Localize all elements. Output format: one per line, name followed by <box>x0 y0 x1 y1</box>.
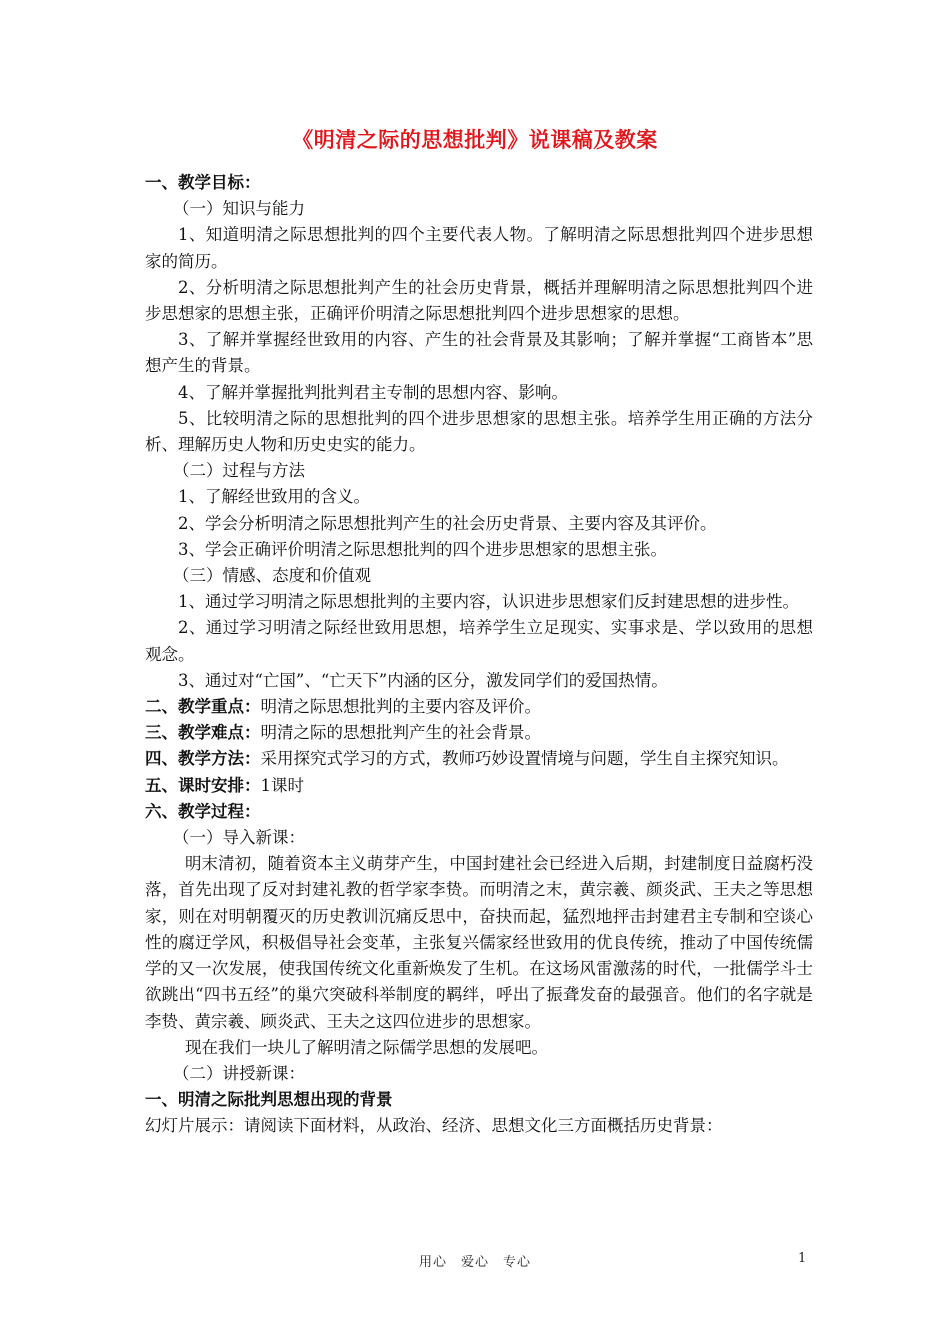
list-item: 3、了解并掌握经世致用的内容、产生的社会背景及其影响；了解并掌握“工商皆本”思想产生的背景。 <box>145 330 813 376</box>
list-item: 1、了解经世致用的含义。 <box>178 487 370 507</box>
section-text: 采用探究式学习的方式，教师巧妙设置情境与问题，学生自主探究知识。 <box>260 749 789 769</box>
subsection-heading-process: （二）过程与方法 <box>173 461 305 481</box>
section-text: 明清之际思想批判的主要内容及评价。 <box>260 697 541 717</box>
page-number: 1 <box>798 1251 807 1266</box>
section-label: 四、教学方法： <box>145 749 261 769</box>
section-heading-objectives: 一、教学目标： <box>145 173 261 192</box>
section-schedule <box>145 773 813 799</box>
subsection-heading-new-lesson: （二）讲授新课： <box>173 1063 305 1083</box>
list-item: 3、通过对“亡国”、“亡天下”内涵的区分，激发同学们的爱国热情。 <box>178 670 668 690</box>
subsection-heading-values: （三）情感、态度和价值观 <box>173 566 371 586</box>
section-difficulties <box>145 720 813 746</box>
part-heading-background: 一、明清之际批判思想出现的背景 <box>145 1090 393 1110</box>
list-item: 2、分析明清之际思想批判产生的社会历史背景，概括并理解明清之际思想批判四个进步思想家的思想主张，正确评价明清之际思想批判四个进步思想家的思想。 <box>145 277 813 324</box>
list-item: 2、学会分析明清之际思想批判产生的社会历史背景、主要内容及其评价。 <box>178 513 717 533</box>
list-item: 1、知道明清之际思想批判的四个主要代表人物。了解明清之际思想批判四个进步思想家的简历。 <box>145 225 813 271</box>
list-item: 4、了解并掌握批判批判君主专制的思想内容、影响。 <box>178 382 568 402</box>
section-text: 1课时 <box>260 775 304 795</box>
section-label: 三、教学难点： <box>145 723 261 743</box>
section-key-points <box>145 694 813 720</box>
section-label: 五、课时安排： <box>145 775 261 795</box>
list-item: 5、比较明清之际的思想批判的四个进步思想家的思想主张。培养学生用正确的方法分析、理解历史人物和历史史实的能力。 <box>145 408 813 455</box>
list-item: 2、通过学习明清之际经世致用思想，培养学生立足现实、实事求是、学以致用的思想观念。 <box>145 618 813 664</box>
subsection-heading-intro: （一）导入新课： <box>173 828 305 848</box>
section-heading-process: 六、教学过程： <box>145 801 261 821</box>
intro-paragraph-2: 现在我们一块儿了解明清之际儒学思想的发展吧。 <box>185 1037 548 1057</box>
section-text: 明清之际的思想批判产生的社会背景。 <box>260 723 541 743</box>
list-item: 1、通过学习明清之际思想批判的主要内容，认识进步思想家们反封建思想的进步性。 <box>178 592 799 612</box>
slide-instruction: 幻灯片展示：请阅读下面材料，从政治、经济、思想文化三方面概括历史背景： <box>145 1116 723 1136</box>
intro-paragraph: 明末清初，随着资本主义萌芽产生，中国封建社会已经进入后期，封建制度日益腐朽没落，首先出现了反对封建礼教的哲学家李贽。而明清之末，黄宗羲、颜炎武、王夫之等思想家，则在对明朝覆灭的历史教训沉痛反思中，奋抉而起，猛烈地抨击封建君主专制和空谈心性的腐迂学风，积极倡导社会变革，主张复兴儒家经世致用的优良传统，推动了中国传统儒学的又一次发展，使我国传统文化重新焕发了生机。在这场风雷激荡的时代，一批儒学斗士欲跳出“四书五经”的巢穴突破科举制度的羁绊，呼出了振聋发奋的最强音。他们的名字就是李贽、黄宗羲、顾炎武、王夫之这四位进步的思想家。 <box>145 854 813 1031</box>
footer-motto: 用心 爱心 专心 <box>418 1255 531 1270</box>
section-label: 二、教学重点： <box>145 697 261 717</box>
list-item: 3、学会正确评价明清之际思想批判的四个进步思想家的思想主张。 <box>178 539 667 559</box>
subsection-heading-knowledge: （一）知识与能力 <box>173 199 305 219</box>
document-body <box>145 170 813 1140</box>
section-methods <box>145 746 813 772</box>
document-title: 《明清之际的思想批判》说课稿及教案 <box>292 128 658 152</box>
